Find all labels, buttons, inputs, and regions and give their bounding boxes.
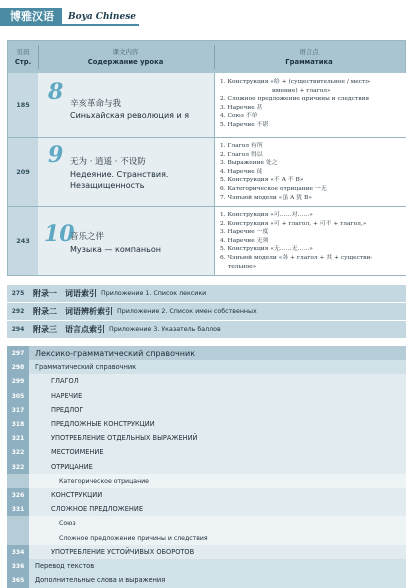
brand-banner xyxy=(0,8,150,26)
lesson-table xyxy=(7,40,406,276)
lesson-row xyxy=(8,207,405,275)
header-page-cn: 页码 xyxy=(16,48,30,56)
grammar-item: имение) + глагол» xyxy=(272,87,331,94)
reference-title: Категорическое отрицание xyxy=(29,474,406,489)
reference-row[interactable] xyxy=(7,389,406,404)
reference-page: 322 xyxy=(7,460,29,475)
appendix-russian-title: Приложение 1. Список лексики xyxy=(101,290,207,297)
reference-title: Перевод текстов xyxy=(29,559,406,574)
reference-title: Союз xyxy=(29,516,406,531)
lesson-page-number[interactable]: 209 xyxy=(8,138,38,206)
reference-row[interactable] xyxy=(7,573,406,588)
grammar-item: 6. Чэнъюй модели «各 + глагол + 其 + существи- xyxy=(220,254,373,261)
reference-title: КОНСТРУКЦИИ xyxy=(29,488,406,503)
grammar-item: 5. Наречие 不堪 xyxy=(220,121,269,128)
brand-english-title: Boya Chinese xyxy=(62,8,139,26)
grammar-item: 4. Наречие 无须 xyxy=(220,237,269,244)
table-header xyxy=(8,41,405,73)
header-content-column xyxy=(38,41,213,73)
grammar-cell xyxy=(214,73,406,137)
lesson-title-ru: Недеяние. Странствия. Незащищенность xyxy=(70,170,169,190)
reference-page: 322 xyxy=(7,445,29,460)
lesson-row xyxy=(8,73,405,137)
reference-page: 299 xyxy=(7,374,29,389)
lesson-title-ru: Музыка — компаньон xyxy=(70,245,161,254)
reference-title: ПРЕДЛОЖНЫЕ КОНСТРУКЦИИ xyxy=(29,417,406,432)
reference-row[interactable] xyxy=(7,374,406,389)
lesson-cell[interactable] xyxy=(38,73,214,137)
reference-page: 297 xyxy=(7,346,29,361)
appendix-row[interactable] xyxy=(7,303,406,320)
header-content-cn: 课文内容 xyxy=(112,48,139,56)
appendix-label: 附录二 xyxy=(33,307,57,316)
appendix-index-title: 词语索引 xyxy=(65,289,97,298)
grammar-item: 1. Конструкция «可……对……» xyxy=(220,212,313,218)
lesson-number: 8 xyxy=(48,79,64,105)
reference-page: 336 xyxy=(7,559,29,574)
brand-chinese-title: 博雅汉语 xyxy=(0,8,62,26)
lesson-number: 10 xyxy=(44,221,75,247)
reference-row[interactable] xyxy=(7,460,406,475)
reference-title: Сложное предложение причины и следствия xyxy=(29,531,406,546)
reference-page: 305 xyxy=(7,389,29,404)
reference-title: УПОТРЕБЛЕНИЕ ОТДЕЛЬНЫХ ВЫРАЖЕНИЙ xyxy=(29,431,406,446)
appendix-row[interactable] xyxy=(7,321,406,338)
appendix-page: 292 xyxy=(11,308,25,315)
grammar-item: 5. Конструкция «无……无……» xyxy=(220,246,313,253)
grammar-item: 3. Выражение 处之 xyxy=(220,160,278,167)
reference-row[interactable] xyxy=(7,360,406,375)
reference-page: 318 xyxy=(7,417,29,432)
reference-title: НАРЕЧИЕ xyxy=(29,389,406,404)
grammar-item: 2. Сложное предложение причины и следствия xyxy=(220,96,370,103)
reference-row[interactable] xyxy=(7,403,406,418)
grammar-cell xyxy=(214,207,406,275)
reference-page: 334 xyxy=(7,545,29,560)
grammar-item: 5. Конструкция «不 A 不 B» xyxy=(220,177,304,184)
grammar-list xyxy=(220,78,403,130)
grammar-item: 2. Конструкция «可 + глагол, + 可不 + глагол,» xyxy=(220,220,367,227)
header-grammar-cn: 语言点 xyxy=(299,48,319,56)
grammar-list xyxy=(220,211,403,271)
grammar-item: 3. Наречие 一度 xyxy=(220,229,269,236)
reference-title: ПРЕДЛОГ xyxy=(29,403,406,418)
page-header xyxy=(0,0,410,26)
header-grammar-column xyxy=(214,41,404,73)
reference-row[interactable] xyxy=(7,502,406,517)
grammar-item: 1. Конструкция «给 + (существительное / место- xyxy=(220,79,371,85)
lesson-cell[interactable] xyxy=(38,138,214,206)
reference-title: ОТРИЦАНИЕ xyxy=(29,460,406,475)
reference-row[interactable] xyxy=(7,445,406,460)
grammar-item: 4. Союз 不单 xyxy=(220,113,258,120)
appendix-row[interactable] xyxy=(7,285,406,302)
lesson-title-cn: 无为 · 逍遥 · 不设防 xyxy=(70,157,146,167)
grammar-item: 7. Чэнъюй модели «虽 A 犹 B» xyxy=(220,194,312,201)
appendix-russian-title: Приложение 3. Указатель баллов xyxy=(109,326,221,333)
reference-row[interactable] xyxy=(7,417,406,432)
lesson-page-number[interactable]: 185 xyxy=(8,73,38,137)
lesson-page-number[interactable]: 243 xyxy=(8,207,38,275)
appendix-page: 275 xyxy=(11,290,25,297)
reference-page: 326 xyxy=(7,488,29,503)
reference-row[interactable] xyxy=(7,559,406,574)
header-grammar-ru: Грамматика xyxy=(285,58,333,66)
reference-title: Лексико-грамматический справочник xyxy=(29,346,406,361)
reference-page xyxy=(7,531,29,546)
reference-row[interactable] xyxy=(7,474,406,489)
lesson-title-cn: 音乐之伴 xyxy=(70,232,105,242)
reference-row[interactable] xyxy=(7,488,406,503)
reference-title: Грамматический справочник xyxy=(29,360,406,375)
reference-page xyxy=(7,474,29,489)
reference-page: 331 xyxy=(7,502,29,517)
header-page-ru: Стр. xyxy=(14,58,32,66)
grammar-item: 1. Глагол 有所 xyxy=(220,143,263,149)
grammar-item: 6. Категорическое отрицание 一无 xyxy=(220,185,327,192)
reference-title: УПОТРЕБЛЕНИЕ УСТОЙЧИВЫХ ОБОРОТОВ xyxy=(29,545,406,560)
lesson-number: 9 xyxy=(48,142,64,168)
reference-row[interactable] xyxy=(7,431,406,446)
lesson-row xyxy=(8,138,405,206)
reference-page: 365 xyxy=(7,573,29,588)
reference-page xyxy=(7,516,29,531)
appendix-page: 294 xyxy=(11,326,25,333)
reference-row[interactable] xyxy=(7,545,406,560)
reference-row[interactable] xyxy=(7,531,406,546)
header-page-column xyxy=(8,41,38,73)
lesson-title-cn: 辛亥革命与我 xyxy=(70,99,122,109)
reference-row[interactable] xyxy=(7,346,406,361)
reference-page: 317 xyxy=(7,403,29,418)
reference-title: ГЛАГОЛ xyxy=(29,374,406,389)
appendix-index-title: 词语辨析索引 xyxy=(65,307,113,316)
reference-page: 321 xyxy=(7,431,29,446)
grammar-item: 2. Глагол 得以 xyxy=(220,151,263,158)
grammar-item: 4. Наречие 徒 xyxy=(220,168,263,175)
header-content-ru: Содержание урока xyxy=(87,58,164,66)
reference-title: СЛОЖНОЕ ПРЕДЛОЖЕНИЕ xyxy=(29,502,406,517)
reference-title: МЕСТОИМЕНИЕ xyxy=(29,445,406,460)
appendix-index-title: 语言点索引 xyxy=(65,325,105,334)
grammar-item: тельное» xyxy=(228,263,257,270)
reference-title: Дополнительные слова и выражения xyxy=(29,573,406,588)
reference-page: 298 xyxy=(7,360,29,375)
appendix-label: 附录一 xyxy=(33,289,57,298)
lesson-cell[interactable] xyxy=(38,207,214,275)
lesson-title-ru: Синьхайская революция и я xyxy=(70,111,190,120)
appendix-russian-title: Приложение 2. Список имен собственных xyxy=(117,308,257,315)
appendix-label: 附录三 xyxy=(33,325,57,334)
grammar-list xyxy=(220,142,403,202)
reference-row[interactable] xyxy=(7,516,406,531)
grammar-item: 3. Наречие 甚 xyxy=(220,104,263,111)
grammar-cell xyxy=(214,138,406,206)
